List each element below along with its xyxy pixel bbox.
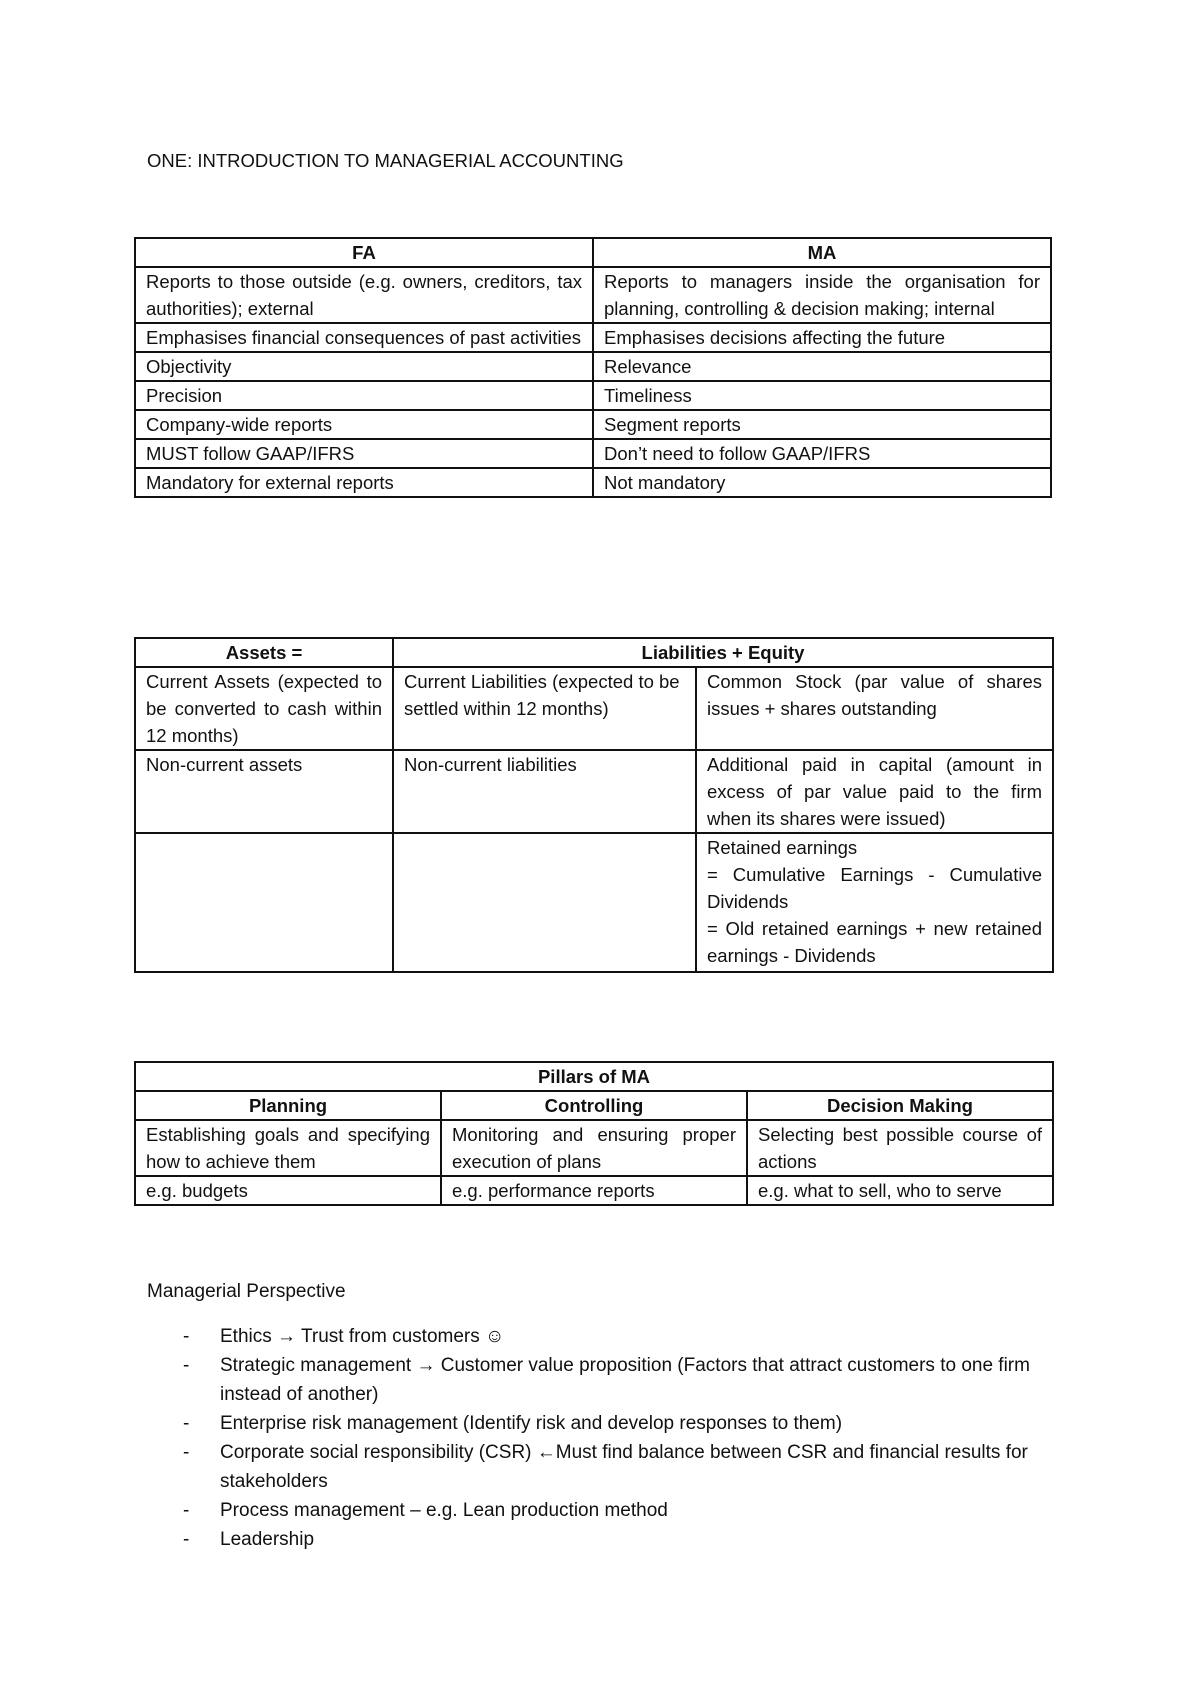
table-cell: Timeliness xyxy=(593,381,1051,410)
list-item: - Strategic management → Customer value proposition (Factors that attract customers to one firm instead of another) xyxy=(147,1351,1067,1409)
dash-bullet: - xyxy=(183,1413,190,1434)
table-row xyxy=(135,1176,1053,1205)
table-cell: Segment reports xyxy=(593,410,1051,439)
table-row xyxy=(135,410,1051,439)
assets-header: Assets = xyxy=(135,638,393,667)
table-row xyxy=(135,833,1053,972)
table-cell: Current Assets (expected to be converted to cash within 12 months) xyxy=(135,667,393,750)
liabilities-equity-header: Liabilities + Equity xyxy=(393,638,1053,667)
table-cell: e.g. what to sell, who to serve xyxy=(747,1176,1053,1205)
table-row xyxy=(135,267,1051,323)
ma-header: MA xyxy=(593,238,1051,267)
perspective-list xyxy=(147,1322,1067,1554)
right-arrow-icon: → xyxy=(277,1326,297,1347)
table-title-row xyxy=(135,1062,1053,1091)
retained-earnings-formula-2: = Old retained earnings + new retained earnings - Dividends xyxy=(707,918,1043,966)
fa-vs-ma-table xyxy=(134,237,1052,498)
retained-earnings-cell xyxy=(696,833,1053,972)
table-row xyxy=(135,468,1051,497)
table-row xyxy=(135,381,1051,410)
empty-cell xyxy=(393,833,696,972)
table-cell: Non-current assets xyxy=(135,750,393,833)
table-cell: Emphasises financial consequences of past activities xyxy=(135,323,593,352)
table-row xyxy=(135,667,1053,750)
empty-cell xyxy=(135,833,393,972)
list-item: - Process management – e.g. Lean production method xyxy=(147,1496,1067,1525)
table-cell: Additional paid in capital (amount in excess of par value paid to the firm when its shares were issued) xyxy=(696,750,1053,833)
table-row xyxy=(135,352,1051,381)
table-cell: Relevance xyxy=(593,352,1051,381)
table-cell: Precision xyxy=(135,381,593,410)
dash-bullet: - xyxy=(183,1326,190,1347)
table-cell: Common Stock (par value of shares issues + shares outstanding xyxy=(696,667,1053,750)
left-arrow-icon: ← xyxy=(536,1442,556,1463)
planning-header: Planning xyxy=(135,1091,441,1120)
right-arrow-icon: → xyxy=(416,1355,436,1376)
dash-bullet: - xyxy=(183,1500,190,1521)
table-cell: Not mandatory xyxy=(593,468,1051,497)
pillars-table xyxy=(134,1061,1054,1206)
dash-bullet: - xyxy=(183,1442,190,1463)
table-cell: Reports to managers inside the organisation for planning, controlling & decision making; internal xyxy=(593,267,1051,323)
table-cell: Don’t need to follow GAAP/IFRS xyxy=(593,439,1051,468)
list-item: - Leadership xyxy=(147,1525,1067,1554)
table-cell: Objectivity xyxy=(135,352,593,381)
decision-making-header: Decision Making xyxy=(747,1091,1053,1120)
table-header-row xyxy=(135,1091,1053,1120)
retained-earnings-label: Retained earnings xyxy=(707,837,858,858)
table-cell: Selecting best possible course of actions xyxy=(747,1120,1053,1176)
table-cell: Monitoring and ensuring proper execution of plans xyxy=(441,1120,747,1176)
list-item: - Corporate social responsibility (CSR) ←Must find balance between CSR and financial results for stakeholders xyxy=(147,1438,1067,1496)
list-item: - Ethics → Trust from customers ☺ xyxy=(147,1322,1067,1351)
dash-bullet: - xyxy=(183,1355,190,1376)
table-cell: MUST follow GAAP/IFRS xyxy=(135,439,593,468)
retained-earnings-formula-1: = Cumulative Earnings - Cumulative Dividends xyxy=(707,864,1043,912)
table-cell: Company-wide reports xyxy=(135,410,593,439)
accounting-equation-table xyxy=(134,637,1054,973)
pillars-title: Pillars of MA xyxy=(135,1062,1053,1091)
page-title: ONE: INTRODUCTION TO MANAGERIAL ACCOUNTING xyxy=(147,150,624,171)
table-header-row xyxy=(135,238,1051,267)
table-header-row xyxy=(135,638,1053,667)
table-cell: Reports to those outside (e.g. owners, creditors, tax authorities); external xyxy=(135,267,593,323)
table-row xyxy=(135,750,1053,833)
fa-header: FA xyxy=(135,238,593,267)
table-row xyxy=(135,439,1051,468)
table-cell: Establishing goals and specifying how to achieve them xyxy=(135,1120,441,1176)
table-row xyxy=(135,323,1051,352)
table-cell: Mandatory for external reports xyxy=(135,468,593,497)
table-cell: Non-current liabilities xyxy=(393,750,696,833)
section-heading: Managerial Perspective xyxy=(147,1281,346,1302)
table-row xyxy=(135,1120,1053,1176)
table-cell: Emphasises decisions affecting the future xyxy=(593,323,1051,352)
list-item: - Enterprise risk management (Identify risk and develop responses to them) xyxy=(147,1409,1067,1438)
table-cell: Current Liabilities (expected to be settled within 12 months) xyxy=(393,667,696,750)
dash-bullet: - xyxy=(183,1529,190,1550)
table-cell: e.g. budgets xyxy=(135,1176,441,1205)
controlling-header: Controlling xyxy=(441,1091,747,1120)
table-cell: e.g. performance reports xyxy=(441,1176,747,1205)
